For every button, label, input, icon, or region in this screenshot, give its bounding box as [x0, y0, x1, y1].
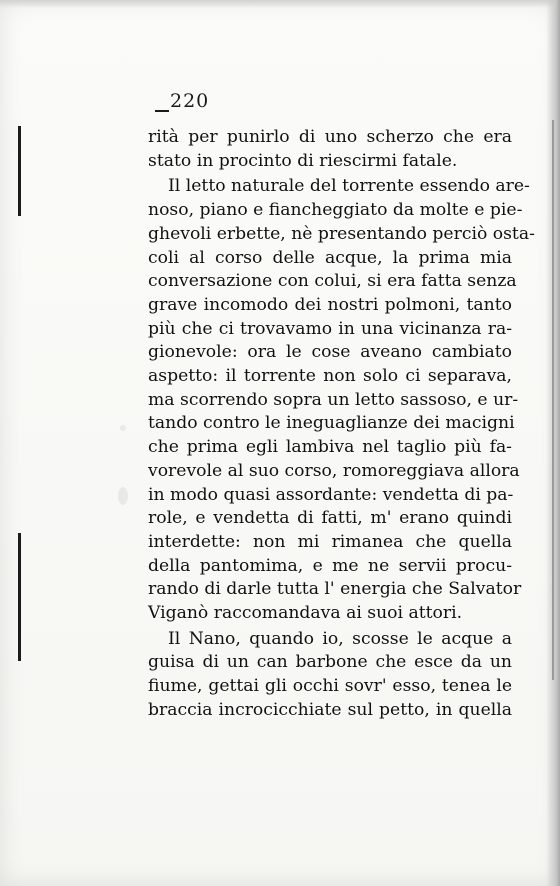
text-line: ma scorrendo sopra un letto sassoso, e ur-	[148, 389, 519, 410]
page-number-dash	[155, 110, 169, 112]
text-line: Il letto naturale del torrente essendo are-	[168, 176, 530, 197]
text-line: della pantomima, e me ne servii procu-	[148, 555, 512, 576]
page-number: 220	[170, 90, 210, 112]
text-line: gionevole: ora le cose aveano cambiato	[148, 342, 512, 363]
page-top-edge-shadow	[0, 0, 560, 8]
text-line: rando di darle tutta l' energia che Salvator	[148, 579, 522, 600]
text-line: guisa di un can barbone che esce da un	[148, 652, 512, 673]
paper-smudge	[118, 487, 128, 505]
text-line: aspetto: il torrente non solo ci separava,	[148, 366, 512, 386]
page-right-gutter-line	[552, 120, 554, 680]
text-line: tando contro le ineguaglianze dei macigni	[148, 413, 515, 434]
text-line: coli al corso delle acque, la prima mia	[148, 247, 512, 268]
text-line: grave incomodo dei nostri polmoni, tanto	[148, 294, 512, 315]
text-line: in modo quasi assordante: vendetta di pa-	[148, 484, 514, 505]
text-line: fiume, gettai gli occhi sovr' esso, tenea le	[148, 676, 512, 697]
text-line: braccia incrocicchiate sul petto, in quella	[148, 699, 512, 720]
margin-scan-mark-upper	[18, 126, 21, 216]
text-line: stato in procinto di riescirmi fatale.	[148, 150, 458, 171]
text-line: ghevoli erbette, nè presentando perciò osta-	[148, 223, 535, 244]
text-line: noso, piano e fiancheggiato da molte e pie-	[148, 200, 523, 221]
text-line: vorevole al suo corso, romoreggiava allora	[148, 460, 520, 481]
text-line: rità per punirlo di uno scherzo che era	[148, 127, 512, 147]
margin-scan-mark-lower	[18, 533, 21, 661]
text-line: più che ci trovavamo in una vicinanza ra-	[148, 318, 512, 339]
text-line: interdette: non mi rimanea che quella	[148, 531, 512, 552]
text-line: role, e vendetta di fatti, m' erano quindi	[148, 508, 512, 529]
paper-speck	[120, 425, 126, 431]
text-line: che prima egli lambiva nel taglio più fa-	[148, 437, 512, 458]
text-line: Il Nano, quando io, scosse le acque a	[168, 628, 512, 649]
text-line: Viganò raccomandava ai suoi attori.	[148, 603, 463, 623]
text-line: conversazione con colui, si era fatta senza	[148, 271, 517, 292]
